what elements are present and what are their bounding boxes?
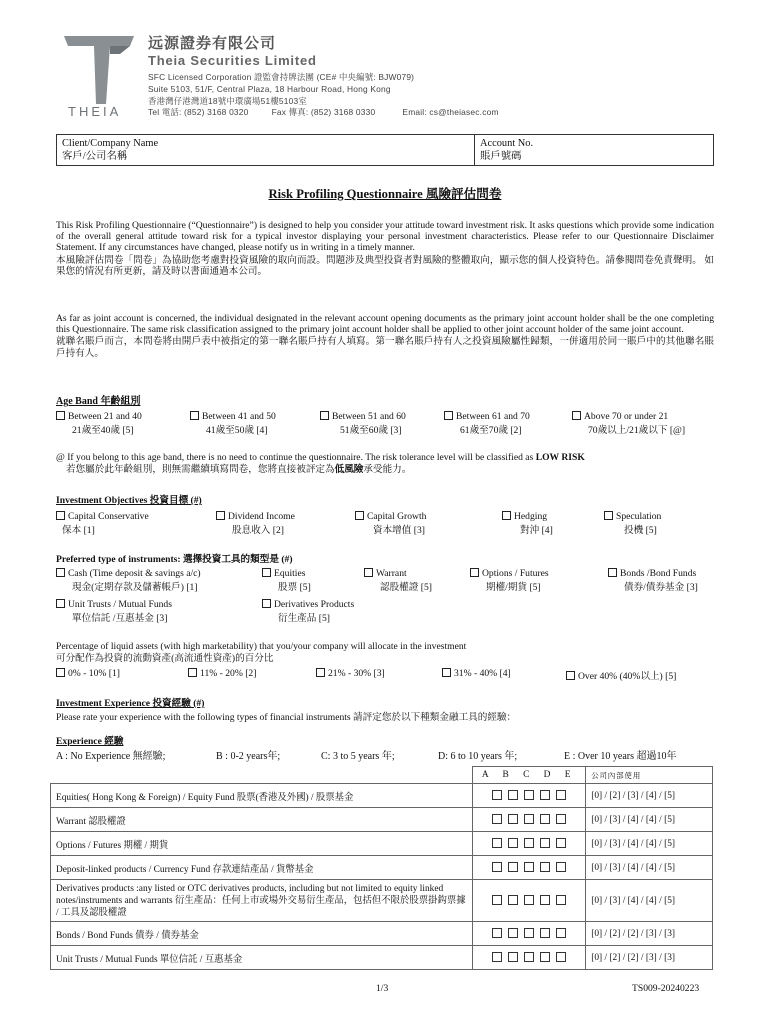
- low-risk-label-zh: 低風險: [334, 464, 364, 475]
- table-header-row: [51, 767, 713, 784]
- company-logo: [60, 30, 142, 122]
- checkbox[interactable]: [608, 568, 617, 577]
- checkbox[interactable]: [492, 895, 502, 905]
- fax: Fax 傳真: (852) 3168 0330: [271, 107, 376, 118]
- address-zh: 香港灣仔港灣道18號中環廣場51樓5103室: [148, 95, 307, 106]
- checkbox[interactable]: [262, 599, 271, 608]
- instrument-option-5[interactable]: [608, 567, 698, 595]
- client-info-box: [56, 134, 714, 166]
- objective-label: Capital Growth: [367, 511, 427, 522]
- instrument-option-3[interactable]: [364, 567, 432, 595]
- liquid-option-2[interactable]: [188, 668, 256, 679]
- page-number: 1/3: [376, 983, 389, 994]
- instrument-option-4[interactable]: [470, 567, 549, 595]
- objective-label: Capital Conservative: [68, 511, 149, 522]
- tel: Tel 電話: (852) 3168 0320: [148, 107, 249, 118]
- objective-option-4[interactable]: [502, 510, 553, 538]
- liquid-option-label: 31% - 40% [4]: [454, 668, 511, 679]
- age-option-2[interactable]: [190, 410, 276, 438]
- checkbox[interactable]: [508, 790, 518, 800]
- instrument-score: 股票 [5]: [278, 582, 311, 593]
- account-label-en: Account No.: [480, 138, 534, 149]
- row-score: [0] / [3] / [4] / [4] / [5]: [586, 832, 713, 856]
- checkbox[interactable]: [492, 814, 502, 824]
- instrument-option-1[interactable]: [56, 567, 201, 595]
- checkbox[interactable]: [524, 814, 534, 824]
- row-label: Equities( Hong Kong & Foreign) / Equity Fund 股票(香港及外國) / 股票基金: [51, 784, 473, 808]
- checkbox[interactable]: [524, 952, 534, 962]
- checkbox[interactable]: [56, 599, 65, 608]
- checkbox[interactable]: [508, 814, 518, 824]
- age-option-4[interactable]: [444, 410, 530, 438]
- rating-boxes[interactable]: [473, 880, 586, 922]
- scale-d: D: 6 to 10 years 年;: [438, 751, 518, 762]
- checkbox[interactable]: [540, 895, 550, 905]
- checkbox[interactable]: [508, 862, 518, 872]
- intro-p2-en: As far as joint account is concerned, the individual designated in the relevant account opening documents as the primary joint account holder shall be the one completing this Questionnaire. The same risk classification assigned to the primary joint account holder shall be applied to other joint account holder of the same joint account.: [56, 313, 714, 336]
- checkbox[interactable]: [56, 511, 65, 520]
- liquid-option-label: 21% - 30% [3]: [328, 668, 385, 679]
- table-row: [51, 946, 713, 970]
- age-note-zh: [56, 464, 716, 476]
- scale-a: A : No Experience 無經驗;: [56, 751, 166, 762]
- age-option-1[interactable]: [56, 410, 142, 438]
- intro-section: [56, 220, 714, 277]
- note-text: @ If you belong to this age band, there is no need to continue the questionnaire. The risk tolerance level will be classified as: [56, 452, 536, 463]
- liquid-assets-question: [56, 641, 466, 665]
- instrument-option-2[interactable]: [262, 567, 311, 595]
- table-row: [51, 922, 713, 946]
- checkbox[interactable]: [556, 952, 566, 962]
- instrument-option-7[interactable]: [262, 598, 354, 626]
- instrument-option-6[interactable]: [56, 598, 172, 626]
- objectives-heading: Investment Objectives 投資目標 (#): [56, 495, 202, 506]
- row-score: [0] / [2] / [3] / [4] / [5]: [586, 784, 713, 808]
- checkbox[interactable]: [442, 668, 451, 677]
- checkbox[interactable]: [572, 411, 581, 420]
- rating-boxes[interactable]: [473, 946, 586, 970]
- low-risk-label: LOW RISK: [535, 452, 585, 463]
- experience-scale: [56, 747, 716, 762]
- table-row: [51, 856, 713, 880]
- objective-score: 股息收入 [2]: [232, 525, 284, 536]
- age-option-score: 51歲至60歲 [3]: [340, 425, 402, 436]
- table-row: [51, 808, 713, 832]
- age-option-5[interactable]: [572, 410, 685, 438]
- objective-score: 資本增值 [3]: [373, 525, 425, 536]
- objective-label: Speculation: [616, 511, 662, 522]
- checkbox[interactable]: [524, 895, 534, 905]
- age-option-score: 70歲以上/21歲以下 [@]: [588, 425, 686, 436]
- checkbox[interactable]: [524, 862, 534, 872]
- company-name-en: Theia Securities Limited: [148, 53, 317, 68]
- row-label: Warrant 認股權證: [51, 808, 473, 832]
- row-score: [0] / [3] / [4] / [4] / [5]: [586, 856, 713, 880]
- liquid-option-label: 0% - 10% [1]: [68, 668, 120, 679]
- client-name-label-en: Client/Company Name: [62, 138, 159, 149]
- instrument-label: Derivatives Products: [274, 599, 355, 610]
- instrument-score: 期權/期貨 [5]: [486, 582, 541, 593]
- instrument-label: Bonds /Bond Funds: [620, 568, 697, 579]
- checkbox[interactable]: [492, 862, 502, 872]
- row-score: [0] / [3] / [4] / [4] / [5]: [586, 808, 713, 832]
- checkbox[interactable]: [355, 511, 364, 520]
- checkbox[interactable]: [540, 928, 550, 938]
- checkbox[interactable]: [604, 511, 613, 520]
- instrument-label: Unit Trusts / Mutual Funds: [68, 599, 172, 610]
- objective-option-2[interactable]: [216, 510, 295, 538]
- account-label-zh: 賬戶號碼: [480, 151, 522, 162]
- row-label: Derivatives products :any listed or OTC derivatives products, including but not limited to equity linked notes/instruments and warrants 衍生產品：任何上市或場外交易衍生產品，包括但不限於股票掛鈎票據 / 工具及認股權證: [51, 880, 473, 922]
- instrument-label: Cash (Time deposit & savings a/c): [68, 568, 201, 579]
- liquid-question-zh: 可分配作為投資的流動資產(高流通性資產)的百分比: [56, 653, 274, 664]
- age-option-label: Between 21 and 40: [68, 411, 142, 422]
- company-details: [148, 72, 668, 119]
- checkbox[interactable]: [540, 814, 550, 824]
- instrument-label: Warrant: [376, 568, 407, 579]
- objective-score: 保本 [1]: [62, 525, 95, 536]
- checkbox[interactable]: [56, 668, 65, 677]
- intro-p1-zh: 本風險評估問卷「問卷」為協助您考慮對投資風險的取向而設。問題涉及典型投資者對風險的整體取向，顯示您的個人投資特色。請參閱問卷免責聲明。 如果您的情況有所更新，請及時以書面通過本公司。: [56, 254, 714, 277]
- checkbox[interactable]: [508, 952, 518, 962]
- age-option-label: Above 70 or under 21: [584, 411, 669, 422]
- checkbox[interactable]: [316, 668, 325, 677]
- objective-label: Hedging: [514, 511, 548, 522]
- checkbox[interactable]: [508, 895, 518, 905]
- row-label: Deposit-linked products / Currency Fund 存款連結產品 / 貨幣基金: [51, 856, 473, 880]
- age-option-score: 21歲至40歲 [5]: [72, 425, 134, 436]
- client-name-field[interactable]: [57, 135, 475, 165]
- age-note-en: [56, 452, 716, 464]
- instrument-score: 認股權證 [5]: [380, 582, 432, 593]
- liquid-option-label: Over 40% (40%以上) [5]: [578, 671, 677, 682]
- instruments-heading: Preferred type of instruments: 選擇投資工具的類型是 (#): [56, 554, 293, 565]
- table-row: [51, 832, 713, 856]
- intro-p1-en: This Risk Profiling Questionnaire (“Questionnaire”) is designed to help you consider your attitude toward investment risk. It asks questions which provide some indication of the overall general attitude toward risk for a typical investor displaying your personal investment characteristics. Please refer to our Questionnaire Disclaimer Statement. If any circumstances have changed, please notify us in writing in a timely manner.: [56, 220, 714, 254]
- row-score: [0] / [2] / [2] / [3] / [3]: [586, 922, 713, 946]
- checkbox[interactable]: [508, 928, 518, 938]
- company-name-zh: 远源證券有限公司: [148, 35, 277, 52]
- instrument-label: Equities: [274, 568, 306, 579]
- checkbox[interactable]: [524, 838, 534, 848]
- age-option-label: Between 61 and 70: [456, 411, 530, 422]
- rating-boxes[interactable]: [473, 832, 586, 856]
- experience-instruction: Please rate your experience with the following types of financial instruments 請評定您於以下種類金融工具的經驗：: [56, 712, 517, 723]
- checkbox[interactable]: [492, 790, 502, 800]
- checkbox[interactable]: [56, 568, 65, 577]
- age-band-note: [56, 452, 716, 476]
- checkbox[interactable]: [524, 928, 534, 938]
- liquid-option-1[interactable]: [56, 668, 120, 679]
- objective-option-3[interactable]: [355, 510, 426, 538]
- checkbox[interactable]: [56, 411, 65, 420]
- client-name-label-zh: 客戶/公司名稱: [62, 151, 128, 162]
- instrument-label: Options / Futures: [482, 568, 549, 579]
- scale-e: E : Over 10 years 超過10年: [564, 751, 677, 762]
- liquid-option-label: 11% - 20% [2]: [200, 668, 257, 679]
- checkbox[interactable]: [320, 411, 329, 420]
- checkbox[interactable]: [502, 511, 511, 520]
- checkbox[interactable]: [540, 862, 550, 872]
- row-score: [0] / [3] / [4] / [4] / [5]: [586, 880, 713, 922]
- checkbox[interactable]: [492, 928, 502, 938]
- table-row: [51, 784, 713, 808]
- age-option-score: 41歲至50歲 [4]: [206, 425, 268, 436]
- age-option-3[interactable]: [320, 410, 406, 438]
- instrument-score: 單位信託 /互惠基金 [3]: [72, 613, 168, 624]
- table-row: [51, 880, 713, 922]
- row-label: Unit Trusts / Mutual Funds 單位信託 / 互惠基金: [51, 946, 473, 970]
- license-line: SFC Licensed Corporation 證監會持牌法團 (CE# 中央編號: BJW079): [148, 72, 415, 82]
- scale-b: B : 0-2 years年;: [216, 751, 281, 762]
- contact-line: [148, 107, 668, 119]
- row-score: [0] / [2] / [2] / [3] / [3]: [586, 946, 713, 970]
- instrument-score: 債券/債券基金 [3]: [624, 582, 698, 593]
- checkbox[interactable]: [188, 668, 197, 677]
- note-text-zh: 若您屬於此年齡組別，則無需繼續填寫問卷，您將直接被評定為: [66, 464, 335, 475]
- checkbox[interactable]: [524, 790, 534, 800]
- checkbox[interactable]: [492, 838, 502, 848]
- objective-label: Dividend Income: [228, 511, 295, 522]
- age-band-heading: Age Band 年齡組別: [56, 396, 141, 407]
- experience-heading: Investment Experience 投資經驗 (#): [56, 698, 205, 709]
- objective-option-1[interactable]: [56, 510, 149, 538]
- account-no-field[interactable]: [475, 135, 713, 165]
- checkbox[interactable]: [556, 928, 566, 938]
- age-option-label: Between 41 and 50: [202, 411, 276, 422]
- checkbox[interactable]: [540, 790, 550, 800]
- checkbox[interactable]: [540, 838, 550, 848]
- checkbox[interactable]: [566, 671, 575, 680]
- age-option-score: 61歲至70歲 [2]: [460, 425, 522, 436]
- checkbox[interactable]: [540, 952, 550, 962]
- experience-table: [50, 766, 713, 970]
- checkbox[interactable]: [556, 790, 566, 800]
- page-title: Risk Profiling Questionnaire 風險評估問卷: [268, 187, 502, 201]
- liquid-question-en: Percentage of liquid assets (with high marketability) that you/your company will allocate in the investment: [56, 641, 467, 652]
- document-code: TS009-20240223: [632, 983, 700, 994]
- row-label: Bonds / Bond Funds 債券 / 債券基金: [51, 922, 473, 946]
- objective-score: 對沖 [4]: [520, 525, 553, 536]
- checkbox[interactable]: [262, 568, 271, 577]
- checkbox[interactable]: [444, 411, 453, 420]
- col-letters: A B C D E: [473, 767, 586, 784]
- rating-boxes[interactable]: [473, 856, 586, 880]
- checkbox[interactable]: [556, 814, 566, 824]
- rating-boxes[interactable]: [473, 922, 586, 946]
- checkbox[interactable]: [364, 568, 373, 577]
- liquid-option-3[interactable]: [316, 668, 385, 679]
- rating-boxes[interactable]: [473, 808, 586, 832]
- liquid-option-4[interactable]: [442, 668, 511, 679]
- address-en: Suite 5103, 51/F, Central Plaza, 18 Harbour Road, Hong Kong: [148, 83, 391, 94]
- checkbox[interactable]: [556, 895, 566, 905]
- age-option-label: Between 51 and 60: [332, 411, 406, 422]
- checkbox[interactable]: [556, 862, 566, 872]
- note-text-zh-end: 承受能力。: [363, 464, 412, 475]
- checkbox[interactable]: [508, 838, 518, 848]
- instrument-score: 現金(定期存款及儲蓄帳戶) [1]: [72, 582, 198, 593]
- checkbox[interactable]: [190, 411, 199, 420]
- row-label: Options / Futures 期權 / 期貨: [51, 832, 473, 856]
- joint-account-section: [56, 313, 714, 359]
- table-header-blank: [51, 767, 473, 784]
- checkbox[interactable]: [216, 511, 225, 520]
- logo-wordmark: THEIA: [68, 104, 122, 119]
- rating-boxes[interactable]: [473, 784, 586, 808]
- checkbox[interactable]: [470, 568, 479, 577]
- email: Email: cs@theiasec.com: [402, 107, 499, 118]
- col-internal-use: 公司內部使用: [586, 767, 713, 784]
- instrument-score: 衍生產品 [5]: [278, 613, 330, 624]
- scale-c: C: 3 to 5 years 年;: [321, 751, 395, 762]
- checkbox[interactable]: [492, 952, 502, 962]
- intro-p2-zh: 就聯名賬戶而言，本問卷將由開戶表中被指定的第一聯名賬戶持有人填寫。第一聯名賬戶持有人之投資風險屬性歸類，一併適用於同一賬戶中的其他聯名賬戶持有人。: [56, 336, 714, 359]
- checkbox[interactable]: [556, 838, 566, 848]
- objective-option-5[interactable]: [604, 510, 661, 538]
- experience-sub-heading: Experience 經驗: [56, 736, 124, 747]
- liquid-option-5[interactable]: [566, 668, 676, 682]
- objective-score: 投機 [5]: [624, 525, 657, 536]
